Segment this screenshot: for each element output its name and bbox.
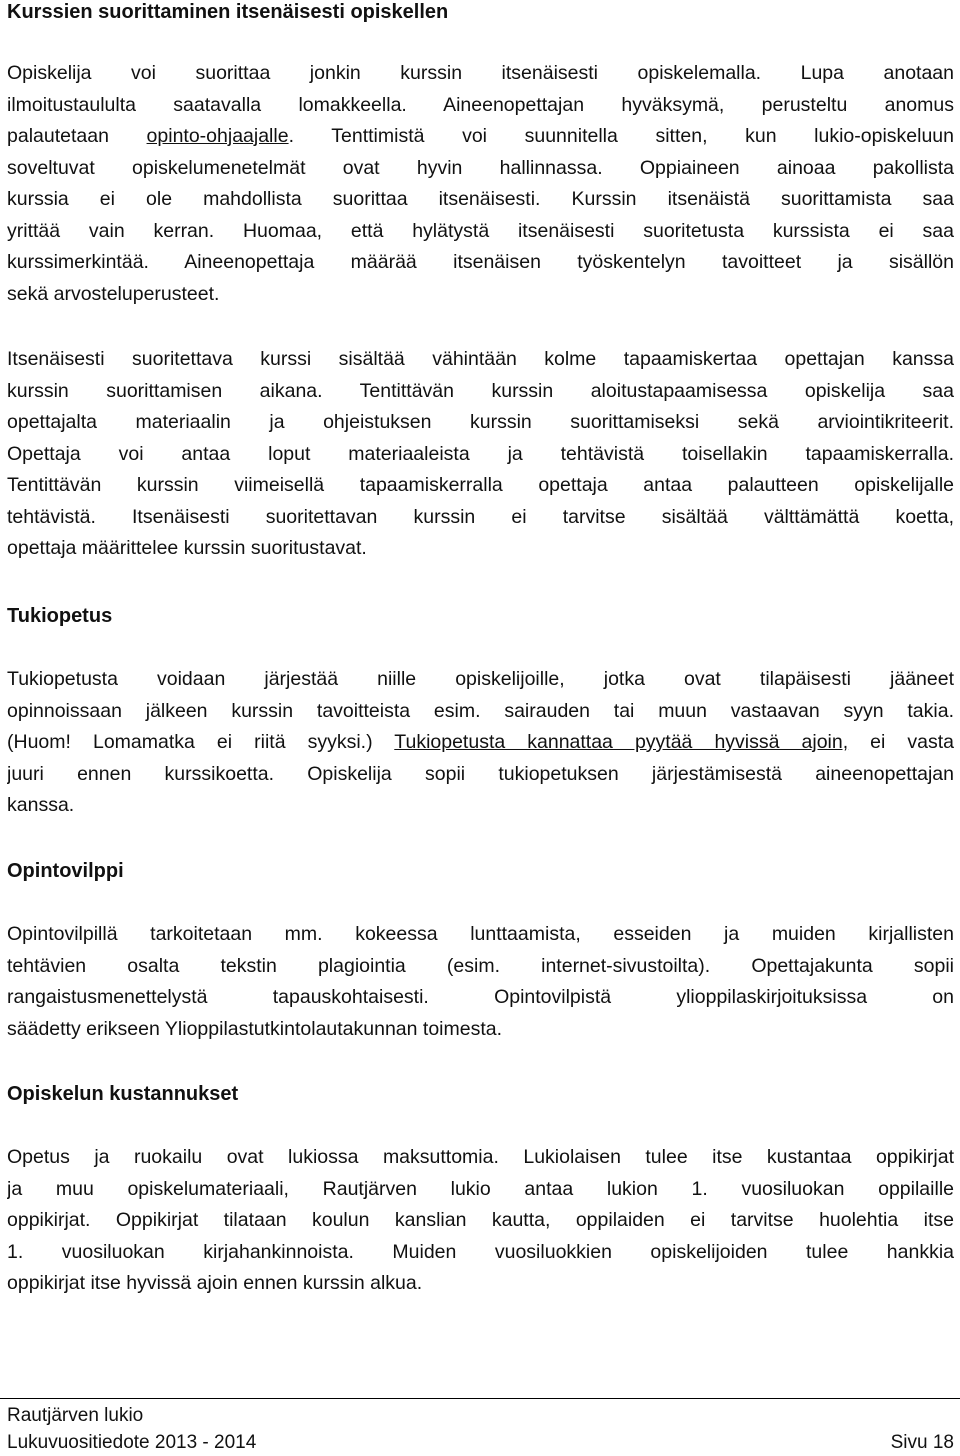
footer-divider <box>0 1398 960 1399</box>
paragraph <box>7 1142 954 1300</box>
text-line <box>7 121 954 153</box>
paragraph <box>7 919 954 1045</box>
text-line: Itsenäisesti suoritettava kurssi sisältää vähintään kolme tapaamiskertaa opettajan kanssa <box>7 348 954 370</box>
underlined-text: Tukiopetusta kannattaa pyytää hyvissä ajoin, <box>394 731 849 753</box>
text-line: Opettaja voi antaa loput materiaaleista ja tehtävistä toisellakin tapaamiskerralla. <box>7 442 954 465</box>
footer-document: Lukuvuositiedote 2013 - 2014 <box>7 1432 257 1453</box>
text-line: sekä arvosteluperusteet. <box>7 282 220 305</box>
text-line: Opetus ja ruokailu ovat lukiossa maksuttomia. Lukiolaisen tulee itse kustantaa oppikirjat <box>7 1146 954 1168</box>
text-line: soveltuvat opiskelumenetelmät ovat hyvin hallinnassa. Oppiaineen ainoaa pakollista <box>7 156 954 179</box>
footer-page-number: Sivu 18 <box>890 1432 954 1453</box>
text-line: säädetty erikseen Ylioppilastutkintolautakunnan toimesta. <box>7 1017 503 1040</box>
text-line: rangaistusmenettelystä tapauskohtaisesti. Opintovilpistä ylioppilaskirjoituksissa on <box>7 986 954 1008</box>
text-line: opettaja määrittelee kurssin suoritustavat. <box>7 537 367 559</box>
opinto-ohjaaja-link[interactable]: opinto-ohjaajalle <box>146 125 289 147</box>
text-line: Opintovilpillä tarkoitetaan mm. kokeessa lunttaamista, esseiden ja muiden kirjallisten <box>7 923 954 945</box>
text-line: oppikirjat itse hyvissä ajoin ennen kurssin alkua. <box>7 1272 423 1294</box>
text-line: kurssin suorittamisen aikana. Tentittävän kurssin aloitustapaamisessa opiskelija saa <box>7 379 954 402</box>
section-heading: Tukiopetus <box>7 605 113 627</box>
paragraph <box>7 58 954 310</box>
text-line: kanssa. <box>7 794 75 816</box>
section-heading: Kurssien suorittaminen itsenäisesti opiskellen <box>7 1 449 23</box>
text-line: juuri ennen kurssikoetta. Opiskelija sopii tukiopetuksen järjestämisestä aineenopettajan <box>7 762 954 785</box>
section-heading: Opintovilppi <box>7 860 124 882</box>
text-line: Tukiopetusta voidaan järjestää niille opiskelijoille, jotka ovat tilapäisesti jääneet <box>7 668 954 690</box>
text-line <box>7 727 954 759</box>
text-line: kurssimerkintää. Aineenopettaja määrää itsenäisen työskentelyn tavoitteet ja sisällön <box>7 251 954 273</box>
paragraph <box>7 344 954 565</box>
footer-school: Rautjärven lukio <box>7 1405 144 1426</box>
text-line: tehtävistä. Itsenäisesti suoritettavan kurssin ei tarvitse sisältää välttämättä koetta, <box>7 505 954 528</box>
text-run: palautetaan <box>7 125 147 147</box>
paragraph <box>7 664 954 822</box>
footer-row <box>7 1429 954 1456</box>
text-line: tehtävien osalta tekstin plagiointia (esim. internet-sivustoilta). Opettajakunta sopii <box>7 954 954 977</box>
text-run: ei vasta <box>848 731 954 753</box>
text-line: opinnoissaan jälkeen kurssin tavoitteista esim. sairauden tai muun vastaavan syyn takia. <box>7 699 954 722</box>
text-line: oppikirjat. Oppikirjat tilataan koulun kanslian kautta, oppilaiden ei tarvitse huolehtia itse <box>7 1209 954 1231</box>
section-heading: Opiskelun kustannukset <box>7 1083 239 1105</box>
text-run: . Tenttimistä voi suunnitella sitten, kun lukio-opiskeluun <box>288 125 954 147</box>
text-line: 1. vuosiluokan kirjahankinnoista. Muiden vuosiluokkien opiskelijoiden tulee hankkia <box>7 1240 954 1263</box>
text-line: opettajalta materiaalin ja ohjeistuksen kurssin suorittamiseksi sekä arviointikriteerit. <box>7 411 954 433</box>
text-line: kurssia ei ole mahdollista suorittaa itsenäisesti. Kurssin itsenäistä suorittamista saa <box>7 188 954 210</box>
page-footer <box>7 1402 954 1456</box>
text-line: ja muu opiskelumateriaali, Rautjärven lukio antaa lukion 1. vuosiluokan oppilaille <box>7 1177 954 1200</box>
footer-row <box>7 1402 954 1429</box>
text-line: ilmoitustaululta saatavalla lomakkeella. Aineenopettajan hyväksymä, perusteltu anomus <box>7 93 954 116</box>
text-line: yrittää vain kerran. Huomaa, että hylätystä itsenäisesti suoritetusta kurssista ei saa <box>7 219 954 242</box>
text-line: Opiskelija voi suorittaa jonkin kurssin itsenäisesti opiskelemalla. Lupa anotaan <box>7 62 954 84</box>
text-run: (Huom! Lomamatka ei riitä syyksi.) <box>7 731 395 753</box>
text-line: Tentittävän kurssin viimeisellä tapaamiskerralla opettaja antaa palautteen opiskelijalle <box>7 474 954 496</box>
